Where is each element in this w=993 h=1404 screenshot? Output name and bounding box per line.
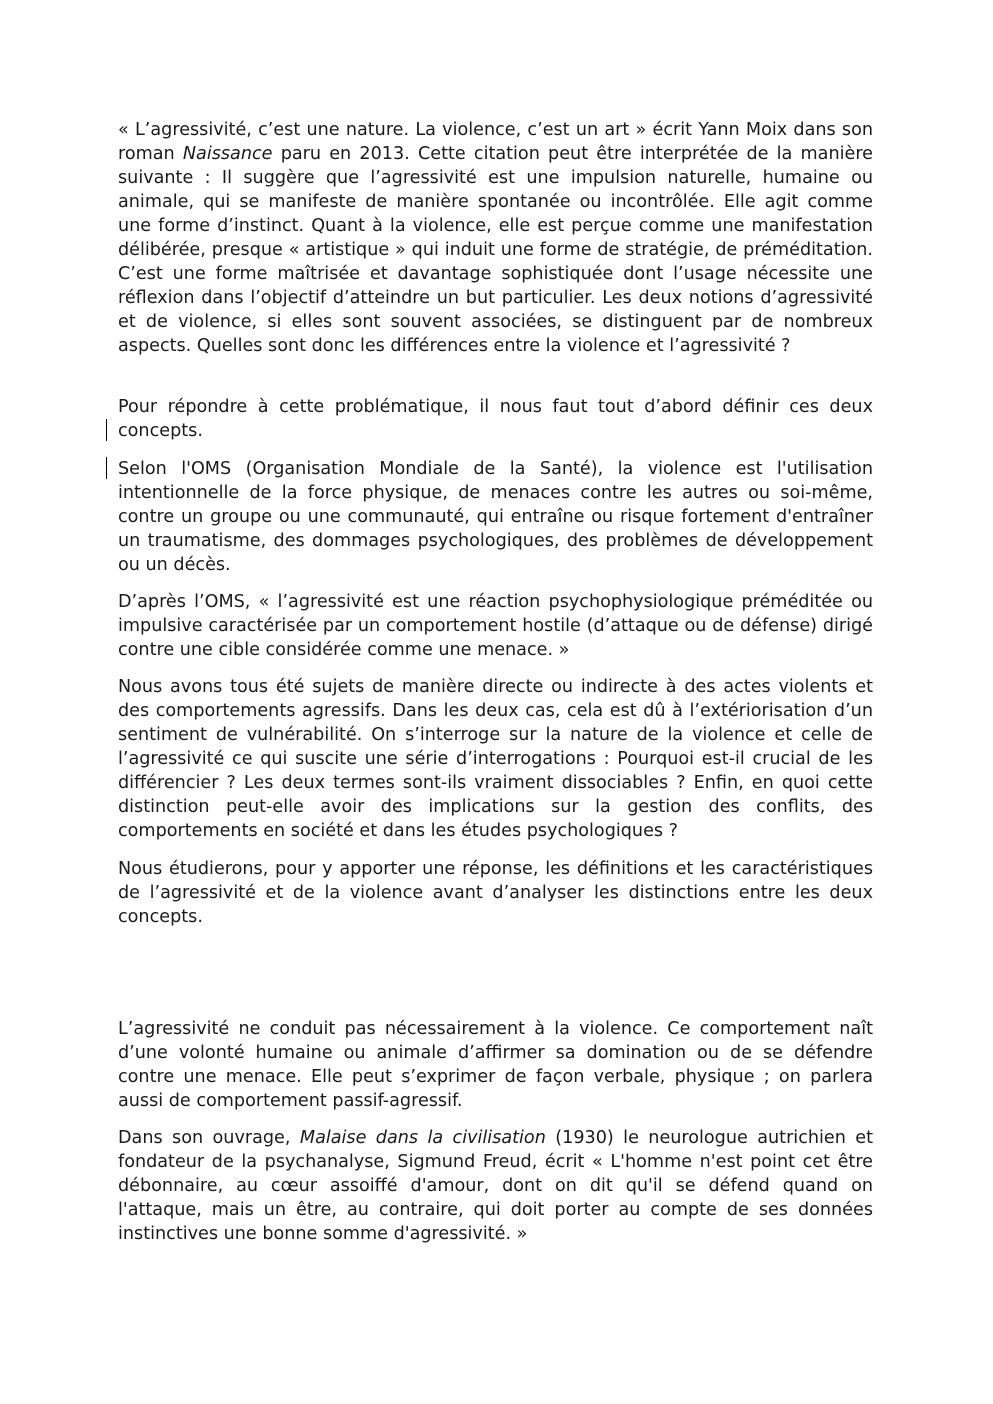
book-title-italic: Naissance [182, 144, 273, 164]
paragraph-agressivite-domination: L’agressivité ne conduit pas nécessairement à la violence. Ce comportement naît d’une volonté humaine ou animale d’affirmer sa domination ou de se défendre contre une menace. Elle peut s’exprimer de façon verbale, physique ; on parlera aussi de comportement passif-agressif. [118, 1019, 873, 1111]
paragraph-text: paru en 2013. Cette citation peut être interprétée de la manière suivante : Il suggère que l’agressivité est une impulsion naturelle, humaine ou animale, qui se manifeste de manière spontanée ou incontrôlée. Elle agit comme une forme d’instinct. Quant à la violence, elle est perçue comme une manifestation délibérée, presque « artistique » qui induit une forme de stratégie, de préméditation. C’est une forme maîtrisée et davantage sophistiquée dont l’usage nécessite une réflexion dans l’objectif d’atteindre un but particulier. Les deux notions d’agressivité et de violence, si elles sont souvent associées, se distinguent par de nombreux aspects. Quelles sont donc les différences entre la violence et l’agressivité ? [118, 144, 873, 356]
paragraph-oms-violence: Selon l'OMS (Organisation Mondiale de la Santé), la violence est l'utilisation intentionnelle de la force physique, de menaces contre les autres ou soi-même, contre un groupe ou une communauté, qui entraîne ou risque fortement d'entraîner un traumatisme, des dommages psychologiques, des problèmes de développement ou un décès. [118, 459, 873, 575]
revision-change-bar [106, 419, 107, 441]
paragraph-intro-quote [118, 118, 873, 358]
paragraph-freud [118, 1126, 873, 1246]
paragraph-problematique: Pour répondre à cette problématique, il nous faut tout d’abord définir ces deux concepts. [118, 397, 873, 441]
book-title-italic: Malaise dans la civilisation [299, 1128, 546, 1148]
paragraph-text: Dans son ouvrage, [118, 1128, 300, 1148]
paragraph-interrogations: Nous avons tous été sujets de manière directe ou indirecte à des actes violents et des comportements agressifs. Dans les deux cas, cela est dû à l’extériorisation d’un sentiment de vulnérabilité. On s’interroge sur la nature de la violence et celle de l’agressivité ce qui suscite une série d’interrogations : Pourquoi est-il crucial de les différencier ? Les deux termes sont-ils vraiment dissociables ? Enfin, en quoi cette distinction peut-elle avoir des implications sur la gestion des conflits, des comportements en société et dans les études psychologiques ? [118, 677, 873, 841]
paragraph-oms-agressivite: D’après l’OMS, « l’agressivité est une réaction psychophysiologique préméditée ou impulsive caractérisée par un comportement hostile (d’attaque ou de défense) dirigé contre une cible considérée comme une menace. » [118, 592, 873, 660]
paragraph-plan: Nous étudierons, pour y apporter une réponse, les définitions et les caractéristiques de l’agressivité et de la violence avant d’analyser les distinctions entre les deux concepts. [118, 859, 873, 927]
paragraph-text: (1930) le neurologue autrichien et fondateur de la psychanalyse, Sigmund Freud, écrit « L'homme n'est point cet être débonnaire, au cœur assoiffé d'amour, dont on dit qu'il se défend quand on l'attaque, mais un être, au contraire, qui doit porter au compte de ses données instinctives une bonne somme d'agressivité. » [118, 1128, 874, 1244]
revision-change-bar [106, 457, 107, 479]
paragraph-text: « L’agressivité, c’est une nature. La violence, c’est un art » écrit Yann Moix dans son roman [118, 120, 873, 164]
